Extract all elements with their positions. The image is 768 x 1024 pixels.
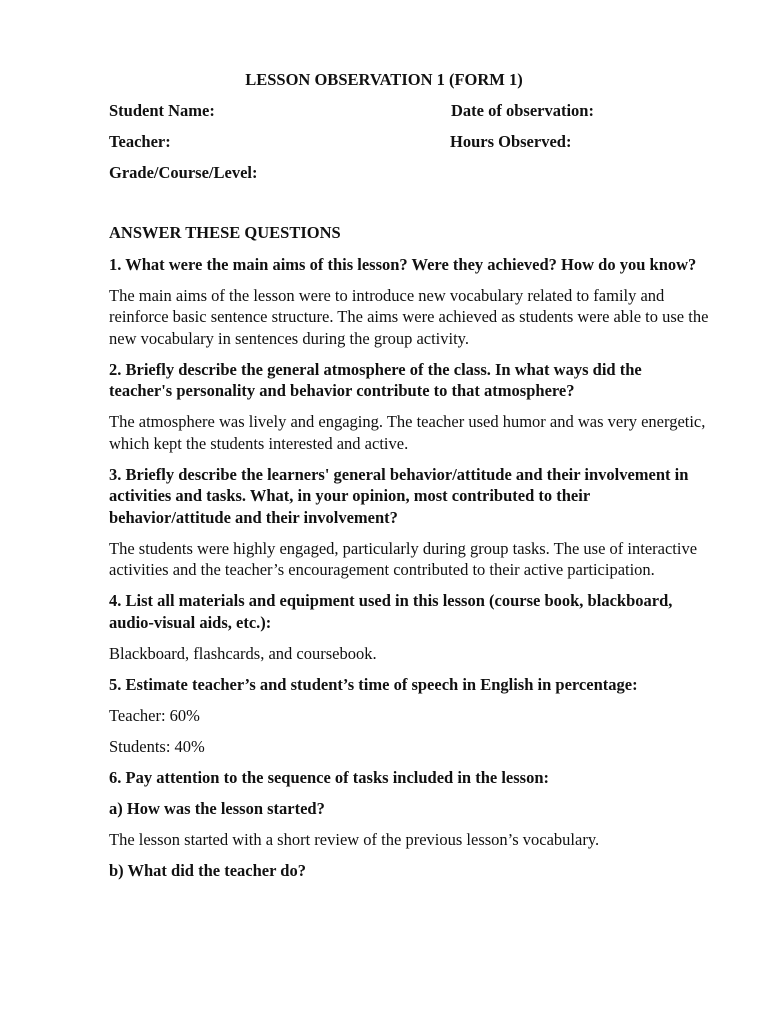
answer-4: Blackboard, flashcards, and coursebook. [109, 643, 377, 663]
answer-6a: The lesson started with a short review of the previous lesson’s vocabulary. [109, 829, 600, 849]
date-of-observation-label: Date of observation: [451, 101, 594, 120]
answer-5-teacher: Teacher: 60% [109, 705, 200, 725]
question-6: 6. Pay attention to the sequence of tasks included in the lesson: [109, 767, 550, 787]
hours-observed-label: Hours Observed: [450, 132, 572, 151]
grade-course-level-label: Grade/Course/Level: [109, 163, 258, 182]
question-6a: a) How was the lesson started? [109, 798, 325, 818]
answer-5-students: Students: 40% [109, 736, 205, 756]
question-4: 4. List all materials and equipment used in this lesson (course book, blackboard, audio-visual aids, etc.): [109, 591, 673, 632]
question-5: 5. Estimate teacher’s and student’s time of speech in English in percentage: [109, 674, 638, 694]
question-2: 2. Briefly describe the general atmosphere of the class. In what ways did the teacher's personality and behavior contribute to that atmosphere? [109, 359, 642, 400]
answer-1: The main aims of the lesson were to introduce new vocabulary related to family and reinforce basic sentence structure. The aims were achieved as students were able to use the new vocabulary in sentences during the group activity. [109, 285, 709, 348]
answer-3: The students were highly engaged, particularly during group tasks. The use of interactive activities and the teacher’s encouragement contributed to their active participation. [109, 538, 698, 579]
question-6b: b) What did the teacher do? [109, 860, 306, 880]
answer-2: The atmosphere was lively and engaging. The teacher used humor and was very energetic, which kept the students interested and active. [109, 412, 706, 453]
student-name-label: Student Name: [109, 101, 215, 120]
document-title: LESSON OBSERVATION 1 (FORM 1) [245, 70, 523, 89]
question-1: 1. What were the main aims of this lesson? Were they achieved? How do you know? [109, 254, 697, 274]
teacher-label: Teacher: [109, 132, 171, 151]
questions-section [109, 222, 709, 891]
section-heading: ANSWER THESE QUESTIONS [109, 223, 341, 242]
question-3: 3. Briefly describe the learners' general behavior/attitude and their involvement in activities and tasks. What, in your opinion, most contributed to their behavior/attitude and their involvement? [109, 464, 689, 527]
